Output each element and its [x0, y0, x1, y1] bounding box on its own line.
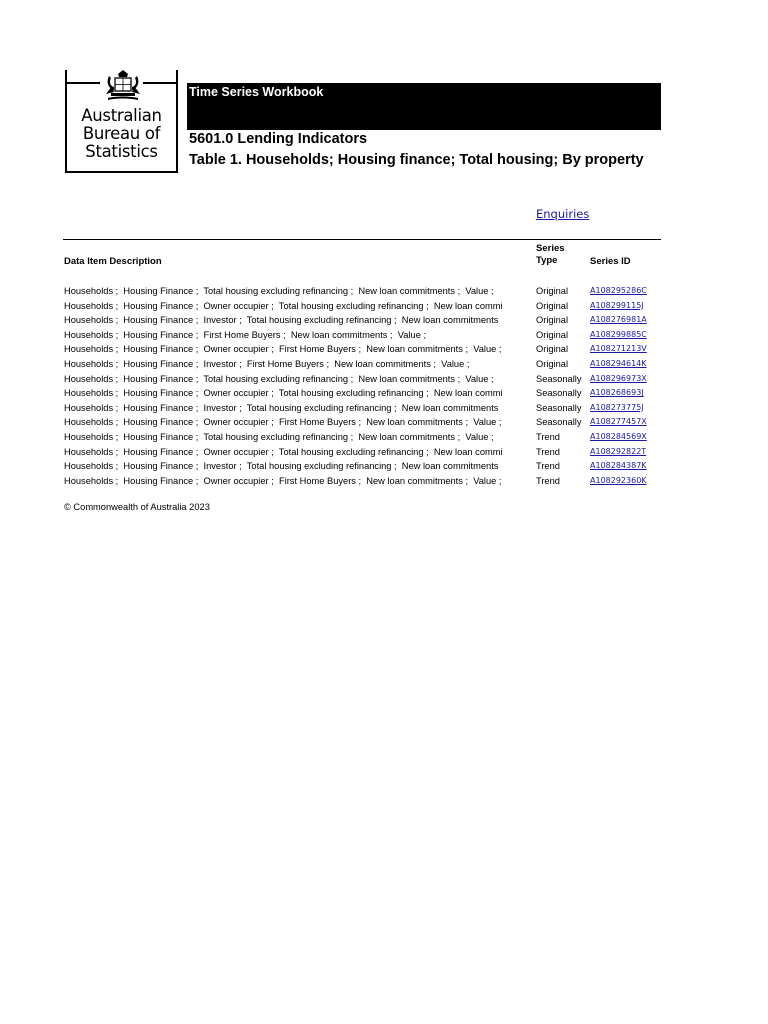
logo-line-2: Bureau of	[82, 124, 161, 143]
series-id-link[interactable]: A108284569X	[590, 431, 647, 441]
series-id-link[interactable]: A108277457X	[590, 417, 647, 427]
table-row	[0, 313, 768, 328]
series-type: Seasonally	[536, 388, 582, 399]
series-type: Seasonally	[536, 417, 582, 428]
enquiries-link[interactable]: Enquiries	[536, 207, 590, 221]
series-id-link[interactable]: A108271213V	[590, 344, 647, 354]
data-item-description: Households ; Housing Finance ; Owner occupier ; Total housing excluding refinancing ; New loan commi	[64, 446, 503, 457]
copyright-notice: © Commonwealth of Australia 2023	[64, 502, 210, 512]
data-item-description: Households ; Housing Finance ; Owner occupier ; First Home Buyers ; New loan commitments ; Value ;	[64, 475, 502, 486]
table-row	[0, 357, 768, 372]
table-row	[0, 386, 768, 401]
series-type: Original	[536, 300, 569, 311]
data-item-description: Households ; Housing Finance ; Investor ; Total housing excluding refinancing ; New loan commitments	[64, 461, 499, 472]
data-item-description: Households ; Housing Finance ; Investor ; Total housing excluding refinancing ; New loan commitments	[64, 315, 499, 326]
series-id-link[interactable]: A108292822T	[590, 446, 647, 456]
data-item-description: Households ; Housing Finance ; Owner occupier ; First Home Buyers ; New loan commitments ; Value ;	[64, 344, 502, 355]
series-id-link[interactable]: A108299115J	[590, 300, 644, 310]
series-type: Original	[536, 358, 569, 369]
column-header-series-type: Series Type	[536, 243, 565, 266]
series-id-link[interactable]: A108292360K	[590, 475, 647, 485]
series-type: Original	[536, 286, 569, 296]
series-id-link[interactable]: A108284387K	[590, 461, 647, 471]
logo-line-1: Australian	[81, 106, 162, 125]
series-type: Trend	[536, 431, 560, 442]
table-row	[0, 401, 768, 416]
series-type: Trend	[536, 475, 560, 486]
table-row	[0, 459, 768, 474]
data-item-description: Households ; Housing Finance ; Total housing excluding refinancing ; New loan commitments ; Value ;	[64, 373, 494, 384]
table-title: Table 1. Households; Housing finance; Total housing; By property	[189, 152, 644, 168]
table-row	[0, 430, 768, 445]
series-id-link[interactable]: A108273775J	[590, 402, 644, 412]
catalogue-title: 5601.0 Lending Indicators	[189, 131, 368, 147]
data-item-description: Households ; Housing Finance ; Investor ; First Home Buyers ; New loan commitments ; Value ;	[64, 358, 470, 369]
series-id-link[interactable]: A108276981A	[590, 315, 647, 325]
series-type: Original	[536, 329, 569, 340]
data-item-description: Households ; Housing Finance ; Total housing excluding refinancing ; New loan commitments ; Value ;	[64, 431, 494, 442]
data-item-description: Households ; Housing Finance ; First Home Buyers ; New loan commitments ; Value ;	[64, 329, 427, 340]
table-row	[0, 284, 768, 299]
column-header-series-id: Series ID	[590, 256, 631, 267]
table-row	[0, 342, 768, 357]
series-type: Trend	[536, 461, 560, 472]
table-row	[0, 328, 768, 343]
series-type: Original	[536, 315, 569, 326]
table-row	[0, 415, 768, 430]
data-item-description: Households ; Housing Finance ; Investor ; Total housing excluding refinancing ; New loan commitments	[64, 402, 499, 413]
column-header-description: Data Item Description	[64, 256, 162, 267]
table-row	[0, 372, 768, 387]
series-id-link[interactable]: A108294614K	[590, 358, 647, 368]
series-table	[0, 284, 768, 488]
series-type: Seasonally	[536, 402, 582, 413]
abs-logo	[65, 70, 178, 173]
header-divider	[63, 239, 661, 240]
workbook-banner	[187, 83, 661, 130]
table-row	[0, 299, 768, 314]
data-item-description: Households ; Housing Finance ; Owner occupier ; Total housing excluding refinancing ; New loan commi	[64, 388, 503, 399]
series-type: Trend	[536, 446, 560, 457]
series-type: Original	[536, 344, 569, 355]
series-id-link[interactable]: A108268693J	[590, 388, 644, 398]
series-id-link[interactable]: A108295286C	[590, 286, 647, 295]
banner-title: Time Series Workbook	[189, 85, 324, 99]
series-type: Seasonally	[536, 373, 582, 384]
series-id-link[interactable]: A108296973X	[590, 373, 647, 383]
data-item-description: Households ; Housing Finance ; Owner occupier ; First Home Buyers ; New loan commitments ; Value ;	[64, 417, 502, 428]
logo-line-3: Statistics	[85, 142, 158, 161]
data-item-description: Households ; Housing Finance ; Owner occupier ; Total housing excluding refinancing ; New loan commi	[64, 300, 503, 311]
data-item-description: Households ; Housing Finance ; Total housing excluding refinancing ; New loan commitments ; Value ;	[64, 286, 494, 296]
series-id-link[interactable]: A108299885C	[590, 329, 647, 339]
table-row	[0, 445, 768, 460]
coat-of-arms-icon	[100, 68, 146, 104]
table-row	[0, 474, 768, 489]
logo-wordmark	[67, 107, 176, 161]
